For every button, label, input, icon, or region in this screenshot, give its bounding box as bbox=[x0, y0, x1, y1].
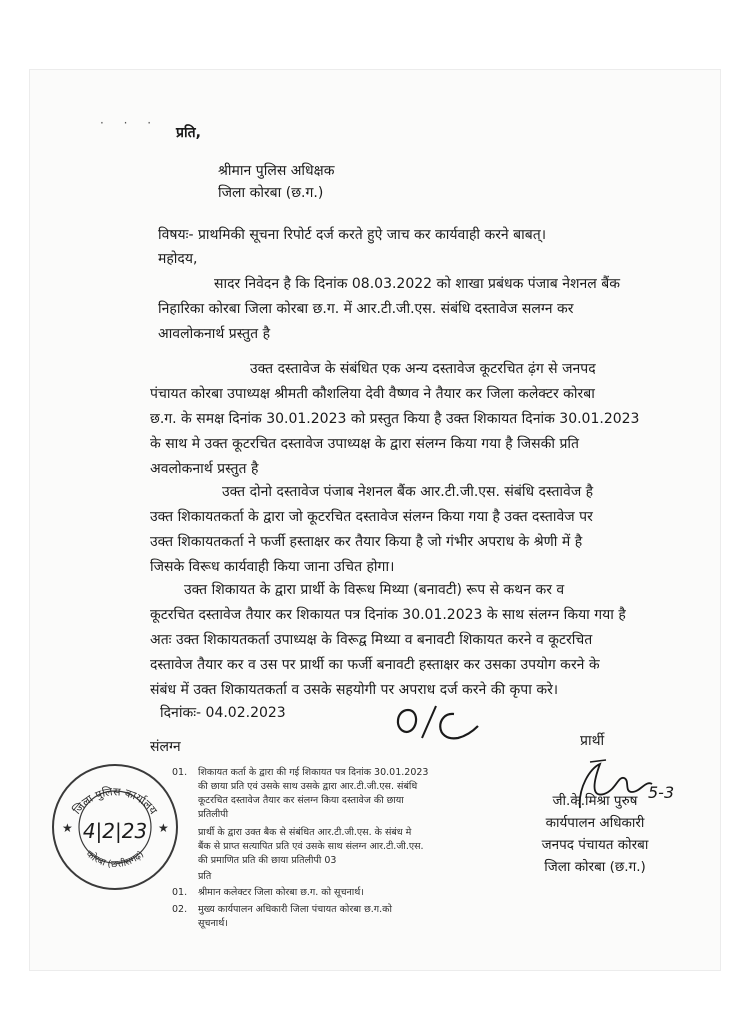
para3-line: उक्त दोनो दस्तावेज पंजाब नेशनल बैंक आर.टी.जी.एस. संबंधि दस्तावेज है bbox=[222, 484, 594, 500]
addressee-line-1: श्रीमान पुलिस अधिक्षक bbox=[218, 163, 335, 179]
para4-line: संबंध में उक्त शिकायतकर्ता व उसके सहयोगी पर अपराध दर्ज करने की कृपा करे। bbox=[150, 682, 559, 698]
signature-number: 5-3 bbox=[648, 783, 675, 802]
stamp-top-text: जिला पुलिस कार्यालय bbox=[70, 785, 160, 817]
stamp-bottom-text: कोरबा (छत्तीसगढ़) bbox=[83, 848, 147, 871]
para2-line: के साथ मे उक्त कूटरचित दस्तावेज उपाध्यक्ष के द्वारा संलग्न किया गया है जिसकी प्रति bbox=[150, 436, 580, 452]
paragraph-1 bbox=[158, 272, 628, 347]
copy-number: 02. bbox=[172, 904, 188, 915]
para3-line: उक्त शिकायतकर्ता ने फर्जी हस्ताक्षर कर तैयार किया है जो गंभीर अपराध के श्रेणी में है bbox=[150, 534, 583, 550]
para4-line: कूटरचित दस्तावेज तैयार कर शिकायत पत्र दिनांक 30.01.2023 के साथ संलग्न किया गया है bbox=[150, 607, 626, 623]
para3-line: उक्त शिकायतकर्ता के द्वारा जो कूटरचित दस्तावेज संलग्न किया गया है उक्त दस्तावेज पर bbox=[150, 509, 593, 525]
para4-line: अतः उक्त शिकायतकर्ता उपाध्यक्ष के विरूद्व मिथ्या व बनावटी शिकायत करने व कूटरचित bbox=[150, 632, 593, 648]
para1-line: निहारिका कोरबा जिला कोरबा छ.ग. में आर.टी.जी.एस. संबंधि दस्तावेज सलग्न कर bbox=[158, 301, 574, 317]
signatory-name: जी.के.मिश्रा पुरुष bbox=[552, 793, 638, 809]
copy-number: 01. bbox=[172, 887, 188, 898]
date-line: दिनांकः- 04.02.2023 bbox=[160, 705, 286, 721]
para2-line: उक्त दस्तावेज के संबंधित एक अन्य दस्तावेज कूटरचित ढ़ंग से जनपद bbox=[250, 361, 596, 377]
to-label: प्रति, bbox=[176, 125, 201, 141]
signatory-district: जिला कोरबा (छ.ग.) bbox=[544, 859, 646, 875]
stamp-star-icon: ★ bbox=[158, 821, 169, 835]
paragraph-3 bbox=[150, 480, 640, 580]
enclosure-list bbox=[172, 766, 467, 931]
addressee-line-2: जिला कोरबा (छ.ग.) bbox=[218, 185, 324, 201]
paragraph-2 bbox=[150, 357, 640, 482]
enclosure-label: संलग्न bbox=[150, 739, 181, 755]
enclosure-text: बैंक से प्राप्त सत्यापित प्रति एवं उसके साथ संलग्न आर.टी.जी.एस. bbox=[198, 841, 424, 852]
enclosure-number: 01. bbox=[172, 767, 188, 778]
para1-line: सादर निवेदन है कि दिनांक 08.03.2022 को शाखा प्रबंधक पंजाब नेशनल बैंक bbox=[214, 276, 620, 292]
copy-to-label-row bbox=[172, 870, 467, 884]
copy-text: मुख्य कार्यपालन अधिकारी जिला पंचायत कोरबा छ.ग.को bbox=[198, 904, 392, 915]
copy-to-label: प्रति bbox=[198, 871, 212, 882]
svg-text:जिला पुलिस कार्यालय bbox=[70, 785, 160, 817]
signatory-office: जनपद पंचायत कोरबा bbox=[541, 837, 649, 853]
copy-text: सूचनार्थ। bbox=[198, 918, 228, 929]
enclosure-item bbox=[172, 766, 467, 822]
copy-item bbox=[172, 903, 467, 931]
stamp-date: 4|2|23 bbox=[82, 819, 148, 843]
paragraph-4 bbox=[150, 578, 640, 703]
enclosure-text: की प्रमाणित प्रति की छाया प्रतिलीपी 03 bbox=[198, 855, 337, 866]
para1-line: आवलोकनार्थ प्रस्तुत है bbox=[158, 326, 271, 342]
para4-line: दस्तावेज तैयार कर व उस पर प्रार्थी का फर्जी बनावटी हस्ताक्षर कर उसका उपयोग करने के bbox=[150, 657, 600, 673]
para4-line: उक्त शिकायत के द्वारा प्रार्थी के विरूध मिथ्या (बनावटी) रूप से कथन कर व bbox=[184, 582, 565, 598]
para2-line: छ.ग. के समक्ष दिनांक 30.01.2023 को प्रस्तुत किया है उक्त शिकायत दिनांक 30.01.2023 bbox=[150, 411, 640, 427]
svg-text:कोरबा (छत्तीसगढ़) bbox=[84, 848, 146, 870]
para2-line: अवलोकनार्थ प्रस्तुत है bbox=[150, 461, 259, 477]
enclosure-text: की छाया प्रति एवं उसके साथ उसके द्वारा आर.टी.जी.एस. संबंधि bbox=[198, 781, 418, 792]
top-marks: · · · bbox=[100, 116, 160, 130]
copy-text: श्रीमान कलेक्टर जिला कोरबा छ.ग. को सूचनार्थ। bbox=[198, 887, 364, 898]
police-office-stamp bbox=[52, 764, 178, 890]
signatory-block bbox=[520, 790, 670, 878]
enclosure-item bbox=[172, 826, 467, 868]
para2-line: पंचायत कोरबा उपाध्यक्ष श्रीमती कौशलिया देवी वैष्णव ने तैयार कर जिला कलेक्टर कोरबा bbox=[150, 386, 595, 402]
enclosure-text: प्रार्थी के द्वारा उक्त बैक से संबंधित आर.टी.जी.एस. के संबंध मे bbox=[198, 827, 412, 838]
subject-line: विषयः- प्राथमिकी सूचना रिपोर्ट दर्ज करते हुऐ जाच कर कार्यवाही करने बाबत्। bbox=[158, 227, 547, 243]
applicant-label: प्रार्थी bbox=[580, 733, 605, 749]
oc-handwritten-note bbox=[392, 702, 484, 748]
enclosure-text: शिकायत कर्ता के द्वारा की गई शिकायत पत्र दिनांक 30.01.2023 bbox=[198, 767, 429, 778]
copy-item bbox=[172, 886, 467, 900]
enclosure-text: कूटरचित दस्तावेज तैयार कर संलग्न किया दस्तावेज की छाया bbox=[198, 795, 404, 806]
signatory-designation: कार्यपालन अधिकारी bbox=[545, 815, 645, 831]
enclosure-text: प्रतिलीपी bbox=[198, 809, 229, 820]
para3-line: जिसके विरूध कार्यवाही किया जाना उचित होगा। bbox=[150, 559, 395, 575]
stamp-star-icon: ★ bbox=[62, 821, 73, 835]
salutation: महोदय, bbox=[158, 251, 198, 267]
